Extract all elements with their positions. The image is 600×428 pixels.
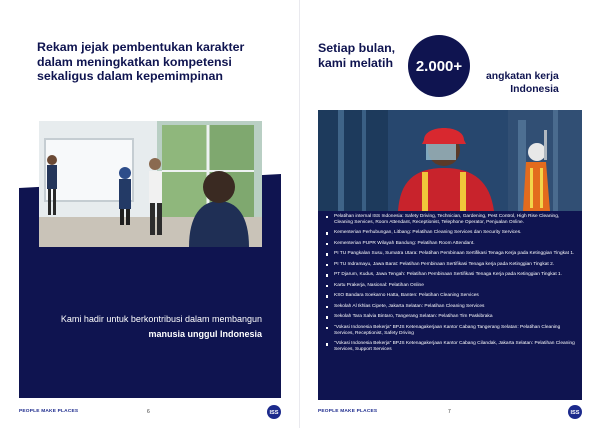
page-number-right: 7 xyxy=(448,409,451,415)
list-item: PT Djarum, Kudus, Jawa Tengah: Pelatihan Pembinaan Sertifikasi Tenaga Kerja pada Ketinggian Tingkat 1. xyxy=(326,272,576,278)
svg-text:ISS: ISS xyxy=(570,410,580,417)
list-item: Kartu Prakerja, Nasional: Pelatihan Online xyxy=(326,283,576,289)
training-panel xyxy=(318,110,582,400)
page-number-left: 6 xyxy=(147,409,150,415)
left-heading xyxy=(37,40,267,84)
list-item: Sekolah Al Ikhlas Cipete, Jakarta Selatan: Pelatihan Cleaning Services xyxy=(326,304,576,310)
footer-brand-right: PEOPLE MAKE PLACES xyxy=(318,409,378,414)
left-heading-line-2: dalam meningkatkan kompetensi xyxy=(37,54,232,69)
list-item: Sekolah Tara Salvia Bintaro, Tangerang Selatan: Pelatihan Tim Paskibraka xyxy=(326,314,576,320)
iss-logo-right xyxy=(568,405,582,419)
iss-logo-left xyxy=(267,405,281,419)
right-subheading-line-1: angkatan kerja xyxy=(486,71,559,82)
list-item: Pelatihan internal ISS Indonesia: Safety Driving, Technician, Gardening, Pest Control, High Rise Cleaning, Cleaning Services, Room Attendant, Receptionist, Telephone Operator, Penjualan Online. xyxy=(326,214,576,226)
list-item: KSO Bandara Soekarno Hatta, Banten: Pelatihan Cleaning Services xyxy=(326,293,576,299)
training-classroom-photo xyxy=(39,121,262,247)
left-heading-line-1: Rekam jejak pembentukan karakter xyxy=(37,40,245,54)
list-item: PI TU Pangkalan Susu, Sumatra Utara: Pelatihan Pembinaan Sertifikasi Tenaga Kerja pada Ketinggian Tingkat 1. xyxy=(326,251,576,257)
list-item: "Vokasi Indonesia Bekerja" BPJS Ketenagakerjaan Kantor Cabang Cilandak, Jakarta Selatan: Pelatihan Cleaning Services, Support Services xyxy=(326,341,576,353)
highlight-number: 2.000+ xyxy=(415,57,463,75)
svg-text:ISS: ISS xyxy=(269,410,279,417)
right-page xyxy=(300,0,600,428)
footer-brand-left: PEOPLE MAKE PLACES xyxy=(19,409,79,414)
right-heading-line-2: kami melatih xyxy=(318,55,394,70)
list-item: Kementerian PUPR Wilayah Bandung: Pelatihan Room Attendant. xyxy=(326,241,576,247)
highlight-circle xyxy=(408,35,470,97)
right-heading-line-1: Setiap bulan, xyxy=(318,41,396,55)
tagline-line-1: Kami hadir untuk berkontribusi dalam membangun xyxy=(60,314,262,324)
worker-safety-photo xyxy=(318,110,582,211)
training-list xyxy=(326,214,576,358)
left-tagline xyxy=(32,312,262,342)
list-item: Kementerian Perhubungan, Litbang: Pelatihan Cleaning Services dan Security Services. xyxy=(326,230,576,236)
right-heading xyxy=(318,41,418,70)
right-subheading-line-2: Indonesia xyxy=(510,83,559,95)
tagline-line-2: manusia unggul Indonesia xyxy=(148,329,262,339)
left-heading-line-3: sekaligus dalam kepemimpinan xyxy=(37,69,223,83)
list-item: PI TU Indramayu, Jawa Barat: Pelatihan Pembinaan Sertifikasi Tenaga kerja pada Ketinggian Tingkat 2. xyxy=(326,262,576,268)
list-item: "Vokasi Indonesia Bekerja" BPJS Ketenagakerjaan Kantor Cabang Tangerang Selatan: Pelatihan Cleaning Services, Receptionist, Safety Driving xyxy=(326,325,576,337)
right-subheading xyxy=(486,71,559,96)
